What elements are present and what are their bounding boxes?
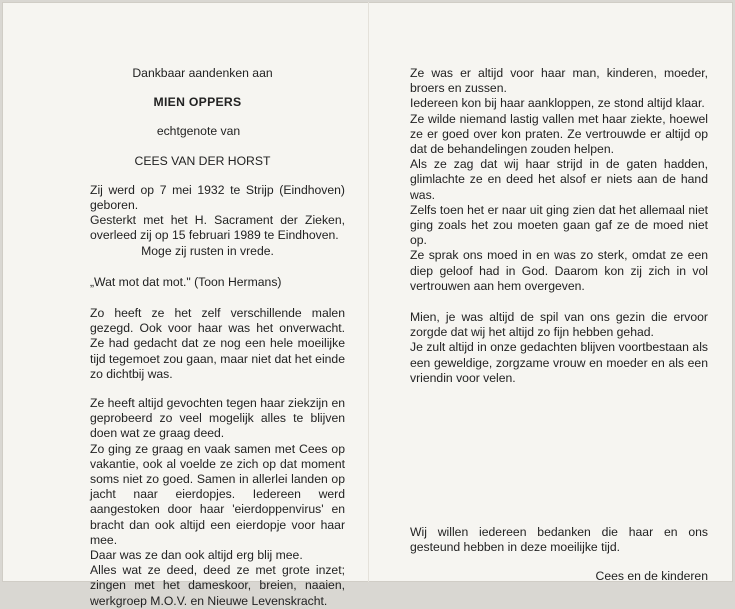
intro-line: Dankbaar aandenken aan: [132, 66, 273, 80]
spouse-name: CEES VAN DER HORST: [134, 153, 271, 168]
quote: „Wat mot dat mot." (Toon Hermans): [90, 274, 282, 289]
paragraph: Iedereen kon bij haar aankloppen, ze stond altijd klaar.: [410, 96, 705, 111]
bio-death: Gesterkt met het H. Sacrament der Zieken, overleed zij op 15 februari 1989 te Eindhoven.: [90, 213, 345, 243]
relation-line: echtgenote van: [156, 124, 241, 139]
signature: Cees en de kinderen: [595, 569, 708, 584]
paragraph: Ze sprak ons moed in en was zo sterk, omdat ze een diep geloof had in God. Daarom kon zij zich in vol vertrouwen aan hem overgeven.: [410, 248, 708, 293]
paragraph: Ze was er altijd voor haar man, kinderen, moeder, broers en zussen.: [410, 66, 708, 96]
paragraph: Zelfs toen het er naar uit ging zien dat het allemaal niet ging zoals het zou moeten gaan gaf ze de moed niet op.: [410, 202, 708, 248]
paragraph: Zo heeft ze het zelf verschillende malen gezegd. Ook voor haar was het onverwacht. Ze had gedacht dat ze nog een hele moeilijke tijd tegemoet zou gaan, maar niet dat het einde zo dichtbij was.: [90, 306, 345, 381]
paragraph: Ze heeft altijd gevochten tegen haar ziekzijn en geprobeerd zo veel mogelijk alles te blijven doen wat ze graag deed.: [90, 396, 345, 441]
paragraph: Mien, je was altijd de spil van ons gezin die ervoor zorgde dat wij het altijd zo fijn hebben gehad.: [410, 310, 708, 340]
paragraph: Als ze zag dat wij haar strijd in de gaten hadden, glimlachte ze en deed het alsof er niets aan de hand was.: [410, 157, 708, 202]
paragraph: Alles wat ze deed, deed ze met grote inzet; zingen met het dameskoor, breien, naaien, werkgroep M.O.V. en Nieuwe Levenskracht.: [90, 563, 345, 608]
card-fold: [368, 2, 369, 582]
paragraph: Zo ging ze graag en vaak samen met Cees op vakantie, ook al voelde ze zich op dat moment soms niet zo goed. Samen in allerlei landen op jacht naar eierdopjes. Iedereen werd aangestoken door haar 'eierdoppenvirus' en bracht dan ook altijd een eierdopje voor haar mee.: [90, 441, 345, 547]
paragraph: Daar was ze dan ook altijd erg blij mee.: [90, 548, 303, 563]
thanks-text: Wij willen iedereen bedanken die haar en ons gesteund hebben in deze moeilijke tijd.: [410, 525, 708, 555]
right-page: [410, 66, 708, 585]
memorial-card: [2, 2, 733, 608]
bio-birth: Zij werd op 7 mei 1932 te Strijp (Eindhoven) geboren.: [90, 182, 345, 213]
left-page: [90, 66, 345, 609]
paragraph: Je zult altijd in onze gedachten blijven voortbestaan als een geweldige, zorgzame vrouw en moeder en als een vriendin voor velen.: [410, 340, 708, 385]
paragraph: Ze wilde niemand lastig vallen met haar ziekte, hoewel ze er goed over kon praten. Ze vertrouwde er altijd op dat de behandelingen zouden helpen.: [410, 111, 708, 157]
rip-line: Moge zij rusten in vrede.: [141, 243, 274, 258]
deceased-name: MIEN OPPERS: [153, 95, 242, 110]
